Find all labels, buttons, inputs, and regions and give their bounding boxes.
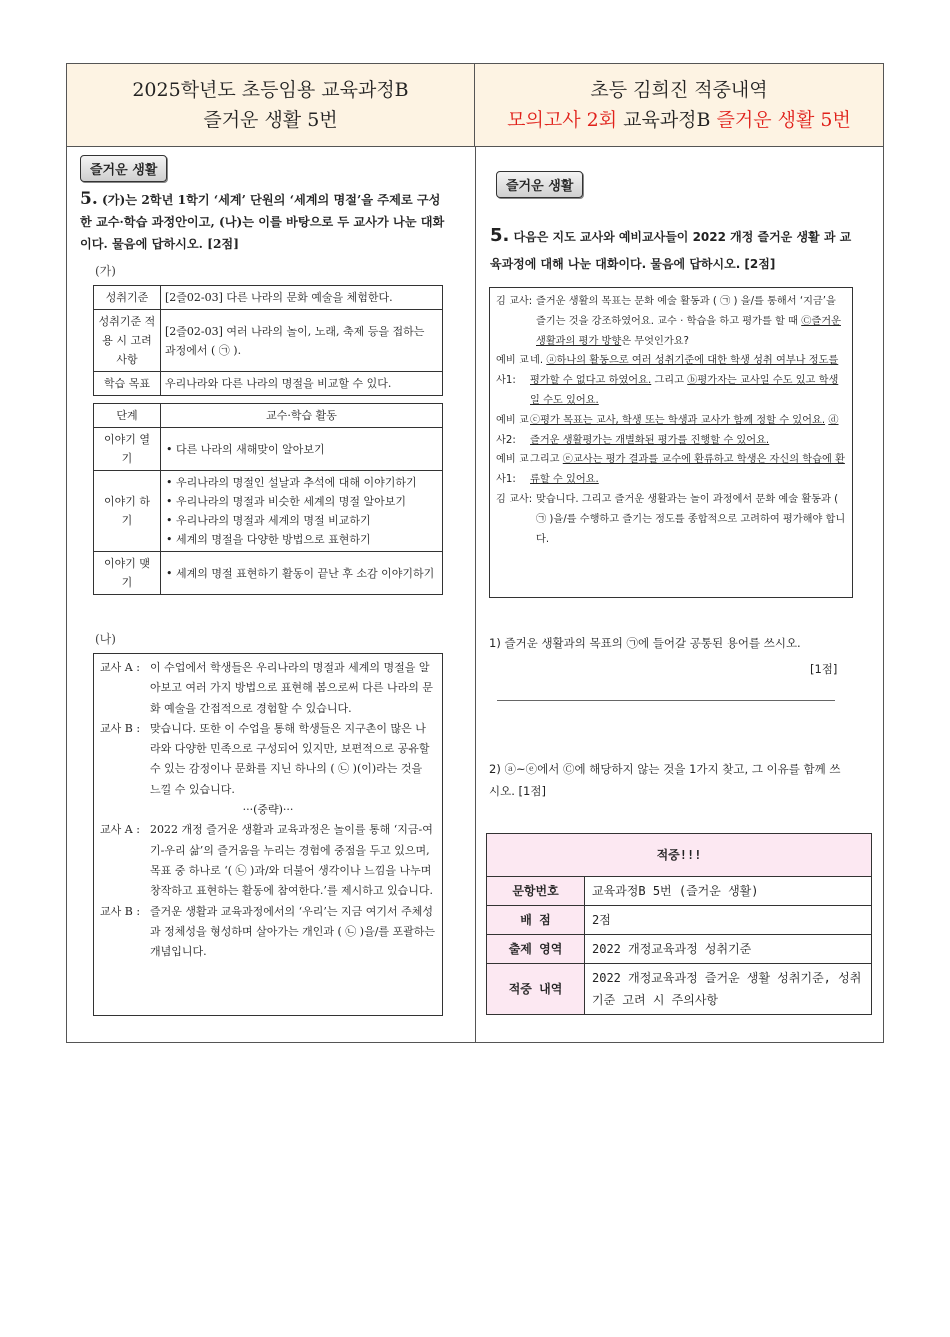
left-header-title: 2025학년도 초등임용 교육과정B — [132, 79, 409, 101]
speech: 2022 개정 즐거운 생활과 교육과정은 놀이를 통해 ‘지금-여기-우리 삶’의 즐거움을 누리는 경험에 중점을 두고 있으며, 목표 중 하나로 ‘( ㉡ )과/와 더불어 생각이나 느낌을 나누며 창작하고 표현하는 활동에 참여한다.’를 제시하고 있습니다. — [150, 823, 433, 898]
activity-item: • 세계의 명절을 다양한 방법으로 표현하기 — [166, 530, 437, 549]
table-key: 성취기준 — [94, 286, 161, 310]
curriculum-label: 교육과정B — [623, 109, 711, 131]
activity-item: • 우리나라의 명절과 비슷한 세계의 명절 알아보기 — [166, 492, 437, 511]
left-header — [67, 64, 475, 147]
speech: 맞습니다. 또한 이 수업을 통해 학생들은 지구촌이 많은 나라와 다양한 민족으로 구성되어 있지만, 보편적으로 공유할 수 있는 감정이나 문화를 지닌 하나의 ( ㉡ )(이)라는 것을 느낄 수 있습니다. — [150, 721, 430, 796]
table-header: 단계 — [94, 404, 161, 428]
speech: 이 수업에서 학생들은 우리나라의 명절과 세계의 명절을 알아보고 여러 가지 방법으로 표현해 봄으로써 다른 나라의 문화 예술을 간접적으로 경험할 수 있습니다. — [150, 661, 433, 715]
underlined-phrase-c2: ⓒ평가 목표는 교사, 학생 또는 학생과 교사가 함께 정할 수 있어요. — [530, 414, 826, 426]
column-divider — [475, 147, 476, 1042]
sub-question-2: 2) ⓐ~ⓔ에서 Ⓒ에 해당하지 않는 것을 1가지 찾고, 그 이유를 함께 쓰시오. [1점] — [489, 762, 841, 798]
dialog-line — [496, 411, 846, 451]
table-key: 배 점 — [487, 906, 585, 935]
hit-title: 적중!!! — [487, 834, 872, 877]
table-value: 2022 개정교육과정 성취기준 — [585, 935, 872, 964]
right-question-text: 다음은 지도 교사와 예비교사들이 2022 개정 즐거운 생활 과 교육과정에 대해 나눈 대화이다. 물음에 답하시오. [2점] — [490, 230, 852, 271]
sub-question-1-points: [1점] — [810, 662, 838, 676]
table-header-row — [94, 404, 443, 428]
stage-label: 이야기 하기 — [94, 471, 161, 552]
activity-item: • 세계의 명절 표현하기 활동이 끝난 후 소감 이야기하기 — [166, 564, 437, 583]
achievement-table — [93, 285, 443, 396]
speaker: 교사 A : — [100, 823, 140, 837]
table-row — [487, 935, 872, 964]
right-header — [475, 64, 883, 147]
sub-question-1: 1) 즐거운 생활과의 목표의 ㉠에 들어갈 공통된 용어를 쓰시오. — [489, 636, 801, 650]
left-question — [80, 188, 445, 255]
table-header-row — [487, 834, 872, 877]
speech: 네. — [530, 355, 547, 367]
omission-mark: ···(중략)··· — [242, 803, 294, 817]
right-subject-badge: 즐거운 생활 — [496, 171, 583, 198]
speech: 즐거운 생활의 목표는 문화 예술 활동과 ( ㉠ ) 을/를 통해서 ‘지금’을 즐기는 것을 강조하였어요. 교수 · 학습을 하고 평가를 할 때 — [536, 296, 836, 327]
lesson-table — [93, 403, 443, 595]
table-value: 2점 — [585, 906, 872, 935]
table-key: 적중 내역 — [487, 964, 585, 1015]
table-value: [2즐02-03] 다른 나라의 문화 예술을 체험한다. — [161, 286, 443, 310]
left-header-subtitle: 즐거운 생활 5번 — [203, 109, 338, 131]
dialog-line — [496, 490, 846, 549]
underlined-phrase-b: ⓑ평가자는 교사일 수도 있고 학생일 수도 있어요. — [530, 375, 839, 406]
dialog-line — [100, 902, 436, 963]
table-row — [487, 964, 872, 1015]
activity-item: • 우리나라의 명절인 설날과 추석에 대해 이야기하기 — [166, 473, 437, 492]
teacher-dialog-box — [93, 653, 443, 1016]
stage-label: 이야기 열기 — [94, 428, 161, 471]
table-row — [487, 906, 872, 935]
table-row — [94, 286, 443, 310]
underlined-phrase-c: Ⓒ즐거운 생활과의 평가 방향 — [536, 315, 841, 347]
hit-summary-table — [486, 833, 872, 1015]
speech: 맞습니다. 그리고 즐거운 생활과는 놀이 과정에서 문화 예술 활동과 ( ㉠ )을/를 수행하고 즐기는 정도를 종합적으로 고려하여 평가해야 합니다. — [536, 493, 846, 545]
dialog-line — [496, 351, 846, 410]
table-value: 교육과정B 5번 (즐거운 생활) — [585, 877, 872, 906]
table-header: 교수·학습 활동 — [161, 404, 443, 428]
speech: 그리고 — [651, 375, 688, 387]
speaker: 예비 교사1: — [496, 454, 529, 486]
speaker: 김 교사: — [496, 493, 533, 505]
subject-label: 즐거운 생활 5번 — [716, 109, 851, 131]
answer-line — [497, 700, 835, 701]
speech: 즐거운 생활과 교육과정에서의 ‘우리’는 지금 여기서 주체성과 정체성을 형성하며 살아가는 개인과 ( ㉡ )을/를 포괄하는 개념입니다. — [150, 904, 436, 959]
speaker: 교사 B : — [100, 721, 141, 735]
stage-label: 이야기 맺기 — [94, 552, 161, 595]
table-value: 2022 개정교육과정 즐거운 생활 성취기준, 성취기준 고려 시 주의사항 — [585, 964, 872, 1015]
right-question-number: 5. — [490, 225, 510, 246]
right-question — [490, 222, 862, 278]
mock-exam-label: 모의고사 2회 — [507, 109, 618, 131]
dialog-line — [100, 719, 436, 800]
table-key: 문항번호 — [487, 877, 585, 906]
dialog-line — [100, 820, 436, 901]
dialog-line — [496, 450, 846, 490]
dialog-line — [496, 292, 846, 351]
speaker: 김 교사: — [496, 296, 533, 307]
activity-item: • 다른 나라의 새해맞이 알아보기 — [166, 440, 437, 459]
underlined-phrase-d: ⓓ즐거운 생활평가는 개별화된 평가를 진행할 수 있어요. — [530, 414, 839, 446]
table-key: 출제 영역 — [487, 935, 585, 964]
speaker: 교사 A : — [100, 661, 140, 674]
label-na: (나) — [95, 632, 116, 646]
label-ga: (가) — [95, 264, 116, 278]
table-value: 우리나라와 다른 나라의 명절을 비교할 수 있다. — [161, 372, 443, 396]
table-row — [94, 428, 443, 471]
table-value: [2즐02-03] 여러 나라의 놀이, 노래, 축제 등을 접하는 과정에서 ( ㉠ ). — [161, 310, 443, 372]
speech: 그리고 — [530, 454, 563, 466]
table-row — [94, 310, 443, 372]
left-question-number: 5. — [80, 189, 98, 209]
speaker: 예비 교사2: — [496, 414, 529, 446]
left-question-text: (가)는 2학년 1학기 ‘세계’ 단원의 ‘세계의 명절’을 주제로 구성한 교수·학습 과정안이고, (나)는 이를 바탕으로 두 교사가 나눈 대화이다. 물음에 답하시오. [2점] — [80, 193, 445, 251]
underlined-phrase-a: ⓐ하나의 활동으로 여러 성취기준에 대한 학생 성취 여부나 정도를 평가할 수 없다고 하였어요. — [530, 355, 839, 387]
speaker: 교사 B : — [100, 904, 141, 918]
dialog-line — [100, 658, 436, 719]
speech: 은 무엇인가요? — [621, 335, 689, 347]
left-subject-badge: 즐거운 생활 — [80, 155, 167, 182]
table-row — [94, 372, 443, 396]
underlined-phrase-e: ⓔ교사는 평가 결과를 교수에 환류하고 학생은 자신의 학습에 환류할 수 있어요. — [530, 454, 845, 486]
table-key: 성취기준 적용 시 고려 사항 — [94, 310, 161, 372]
activity-item: • 우리나라의 명절과 세계의 명절 비교하기 — [166, 511, 437, 530]
speaker: 예비 교사1: — [496, 355, 529, 387]
right-header-title: 초등 김희진 적중내역 — [590, 79, 768, 101]
right-dialog-box — [489, 287, 853, 598]
right-header-subtitle — [475, 105, 883, 135]
table-key: 학습 목표 — [94, 372, 161, 396]
table-row — [487, 877, 872, 906]
table-row — [94, 552, 443, 595]
table-row — [94, 471, 443, 552]
